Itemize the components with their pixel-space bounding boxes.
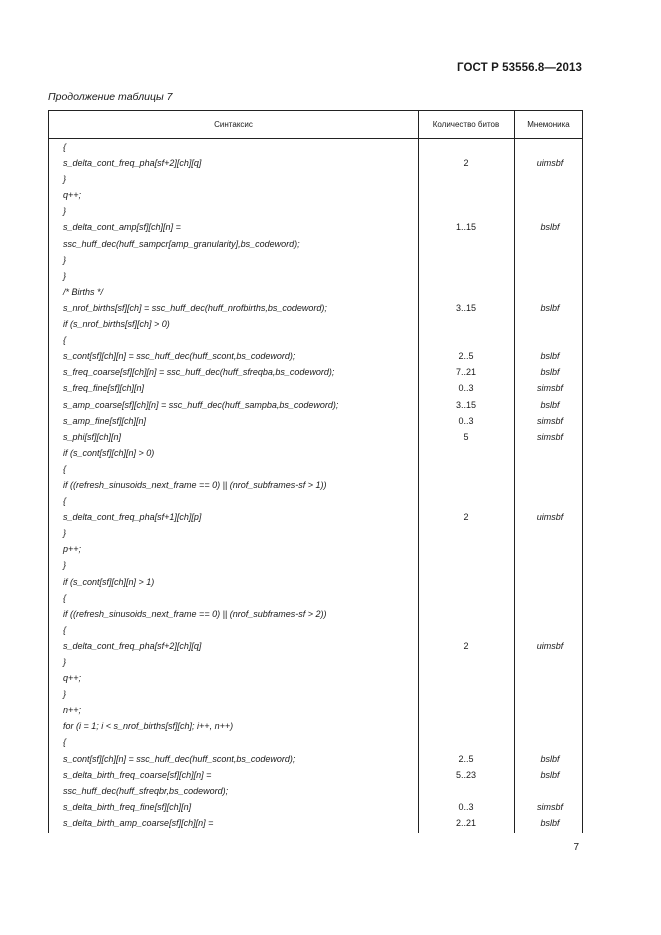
table-row — [49, 300, 582, 316]
header-mnemonic: Мнемоника — [527, 120, 570, 129]
header-bit-count: Количество битов — [432, 120, 500, 129]
mnemonic-cell: bslbf — [540, 222, 560, 233]
bit-count-cell: 2 — [463, 512, 469, 523]
table-row — [49, 203, 582, 219]
syntax-cell: s_delta_cont_freq_pha[sf+2][ch][q] — [63, 640, 202, 651]
syntax-cell: if (s_nrof_births[sf][ch] > 0) — [63, 319, 170, 330]
syntax-cell: ssc_huff_dec(huff_sampcr[amp_granularity],bs_codeword); — [63, 238, 300, 249]
mnemonic-cell: uimsbf — [536, 512, 564, 523]
syntax-cell: } — [63, 560, 67, 571]
syntax-cell: if (s_cont[sf][ch][n] > 1) — [63, 576, 155, 587]
table-row — [49, 445, 582, 461]
table-row — [49, 702, 582, 718]
bit-count-cell: 3..15 — [455, 302, 477, 313]
syntax-cell: s_delta_cont_amp[sf][ch][n] = — [63, 222, 181, 233]
syntax-cell: ssc_huff_dec(huff_sfreqbr,bs_codeword); — [63, 785, 229, 796]
table-body — [49, 139, 582, 831]
table-row — [49, 493, 582, 509]
mnemonic-cell: bslbf — [540, 367, 560, 378]
table-row — [49, 461, 582, 477]
mnemonic-cell: bslbf — [540, 302, 560, 313]
page-number: 7 — [573, 842, 579, 853]
syntax-cell: s_freq_fine[sf][ch][n] — [63, 383, 145, 394]
table-caption: Продолжение таблицы 7 — [48, 91, 173, 103]
syntax-cell: s_delta_birth_freq_fine[sf][ch][n] — [63, 801, 192, 812]
bit-count-cell: 1..15 — [455, 222, 477, 233]
mnemonic-cell: simsbf — [536, 801, 563, 812]
mnemonic-cell: simsbf — [536, 383, 563, 394]
syntax-cell: { — [63, 463, 67, 474]
mnemonic-cell: simsbf — [536, 431, 563, 442]
table-row — [49, 670, 582, 686]
table-header — [49, 111, 582, 139]
table-row — [49, 348, 582, 364]
mnemonic-cell: uimsbf — [536, 640, 564, 651]
bit-count-cell: 7..21 — [455, 367, 477, 378]
mnemonic-cell: bslbf — [540, 769, 560, 780]
table-row — [49, 332, 582, 348]
header-syntax: Синтаксис — [214, 120, 253, 129]
syntax-cell: if ((refresh_sinusoids_next_frame == 0) || (nrof_subframes-sf > 2)) — [63, 608, 327, 619]
syntax-cell: s_cont[sf][ch][n] = ssc_huff_dec(huff_scont,bs_codeword); — [63, 753, 296, 764]
table-row — [49, 268, 582, 284]
table-row — [49, 783, 582, 799]
table-row — [49, 380, 582, 396]
table-row — [49, 541, 582, 557]
syntax-cell: s_delta_birth_amp_coarse[sf][ch][n] = — [63, 817, 214, 828]
syntax-cell: { — [63, 335, 67, 346]
syntax-cell: { — [63, 496, 67, 507]
syntax-cell: n++; — [63, 705, 82, 716]
table-row — [49, 815, 582, 831]
syntax-cell: } — [63, 657, 67, 667]
table-row — [49, 799, 582, 815]
syntax-table — [48, 110, 583, 833]
table-row — [49, 686, 582, 702]
syntax-cell: q++; — [63, 190, 82, 201]
bit-count-cell: 2..21 — [455, 817, 477, 828]
syntax-cell: } — [63, 254, 67, 265]
syntax-cell: { — [63, 624, 67, 635]
mnemonic-cell: bslbf — [540, 351, 560, 362]
mnemonic-cell: bslbf — [540, 817, 560, 828]
syntax-cell: } — [63, 206, 67, 217]
bit-count-cell: 0..3 — [458, 801, 474, 812]
syntax-cell: q++; — [63, 673, 82, 684]
bit-count-cell: 0..3 — [458, 383, 474, 394]
syntax-cell: { — [63, 142, 67, 152]
bit-count-cell: 2..5 — [458, 351, 474, 362]
table-row — [49, 187, 582, 203]
table-row — [49, 718, 582, 734]
syntax-cell: } — [63, 174, 67, 185]
syntax-cell: } — [63, 528, 67, 539]
table-row — [49, 219, 582, 235]
bit-count-cell: 0..3 — [458, 415, 474, 426]
bit-count-cell: 5..23 — [455, 769, 477, 780]
syntax-cell: { — [63, 737, 67, 748]
table-row — [49, 155, 582, 171]
standard-code: ГОСТ Р 53556.8—2013 — [457, 62, 582, 74]
table-row — [49, 364, 582, 380]
table-row — [49, 767, 582, 783]
table-row — [49, 397, 582, 413]
table-row — [49, 139, 582, 155]
table-row — [49, 606, 582, 622]
syntax-cell: s_delta_cont_freq_pha[sf+2][ch][q] — [63, 158, 202, 169]
table-row — [49, 654, 582, 670]
syntax-cell: s_freq_coarse[sf][ch][n] = ssc_huff_dec(huff_sfreqba,bs_codeword); — [63, 367, 335, 378]
table-row — [49, 557, 582, 573]
table-row — [49, 622, 582, 638]
bit-count-cell: 3..15 — [455, 399, 477, 410]
table-row — [49, 574, 582, 590]
syntax-cell: s_cont[sf][ch][n] = ssc_huff_dec(huff_scont,bs_codeword); — [63, 351, 296, 362]
table-row — [49, 236, 582, 252]
table-row — [49, 638, 582, 654]
bit-count-cell: 5 — [463, 431, 469, 442]
syntax-cell: } — [63, 270, 67, 281]
syntax-cell: if (s_cont[sf][ch][n] > 0) — [63, 447, 155, 458]
syntax-cell: /* Births */ — [63, 286, 104, 297]
table-row — [49, 252, 582, 268]
syntax-cell: s_nrof_births[sf][ch] = ssc_huff_dec(huff_nrofbirths,bs_codeword); — [63, 302, 327, 313]
bit-count-cell: 2..5 — [458, 753, 474, 764]
syntax-cell: if ((refresh_sinusoids_next_frame == 0) || (nrof_subframes-sf > 1)) — [63, 479, 327, 490]
syntax-cell: s_delta_birth_freq_coarse[sf][ch][n] = — [63, 769, 212, 780]
bit-count-cell: 2 — [463, 640, 469, 651]
table-row — [49, 429, 582, 445]
syntax-cell: } — [63, 689, 67, 700]
syntax-cell: { — [63, 592, 67, 603]
mnemonic-cell: bslbf — [540, 753, 560, 764]
syntax-cell: for (i = 1; i < s_nrof_births[sf][ch]; i++, n++) — [63, 721, 234, 732]
mnemonic-cell: simsbf — [536, 415, 563, 426]
table-row — [49, 477, 582, 493]
table-row — [49, 316, 582, 332]
syntax-cell: s_amp_coarse[sf][ch][n] = ssc_huff_dec(huff_sampba,bs_codeword); — [63, 399, 339, 410]
table-row — [49, 590, 582, 606]
mnemonic-cell: uimsbf — [536, 158, 564, 169]
syntax-cell: p++; — [63, 544, 82, 555]
table-row — [49, 509, 582, 525]
table-row — [49, 171, 582, 187]
table-row — [49, 284, 582, 300]
bit-count-cell: 2 — [463, 158, 469, 169]
table-row — [49, 525, 582, 541]
syntax-cell: s_amp_fine[sf][ch][n] — [63, 415, 147, 426]
table-row — [49, 734, 582, 750]
mnemonic-cell: bslbf — [540, 399, 560, 410]
table-row — [49, 413, 582, 429]
syntax-cell: s_phi[sf][ch][n] — [63, 431, 122, 442]
syntax-cell: s_delta_cont_freq_pha[sf+1][ch][p] — [63, 512, 202, 523]
table-row — [49, 751, 582, 767]
